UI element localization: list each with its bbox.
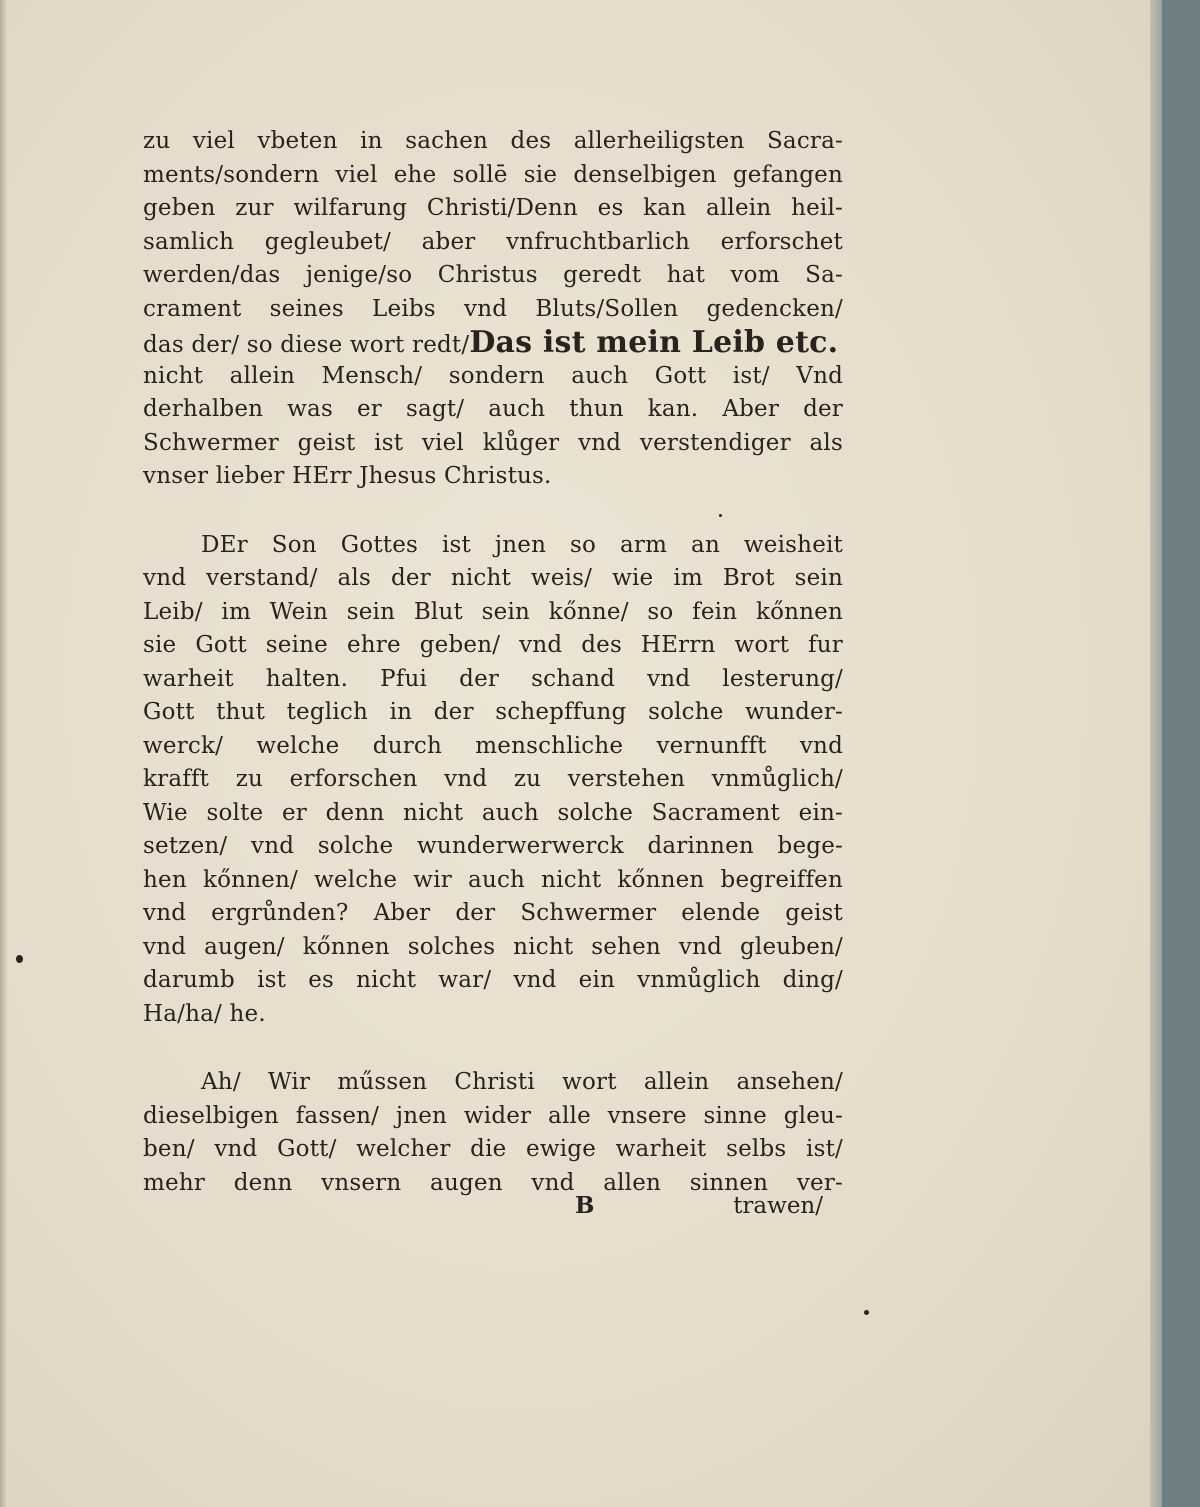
paragraph-3 [143,1066,843,1200]
text-line: das der/ so diese wort redt/ [143,332,470,358]
text-line: derhalben was er sagt/ auch thun kan. Aber der [143,396,843,422]
text-line: geben zur wilfarung Christi/Denn es kan allein heil- [143,195,843,221]
text-line: warheit halten. Pfui der schand vnd lesterung/ [143,665,843,692]
signature-mark: B [575,1192,595,1219]
ink-spot [864,1310,869,1315]
text-line: mehr denn vnsern augen vnd allen sinnen ver- [143,1169,843,1196]
paragraph-gap [143,1031,843,1066]
text-line: darumb ist es nicht war/ vnd ein vnmůglich ding/ [143,967,843,993]
text-line: Ah/ Wir műssen Christi wort allein ansehen/ [201,1069,843,1095]
main-text [143,125,843,1200]
text-line: Gott thut teglich in der schepffung solche wunder- [143,699,843,725]
text-line: vnd augen/ kőnnen solches nicht sehen vnd gleuben/ [143,933,843,960]
text-line: samlich gegleubet/ aber vnfruchtbarlich erforschet [143,228,843,255]
text-line: setzen/ vnd solche wunderwerwerck darinnen bege- [143,833,843,859]
text-line: sie Gott seine ehre geben/ vnd des HErrn wort fur [143,632,843,658]
paragraph-gap [143,494,843,529]
text-line: vnd ergrůnden? Aber der Schwermer elende geist [143,900,843,926]
text-line: Wie solte er denn nicht auch solche Sacrament ein- [143,799,843,826]
text-line-with-emphasis [143,326,843,360]
text-line: vnd verstand/ als der nicht weis/ wie im Brot sein [143,565,843,591]
paragraph-2 [143,529,843,1032]
text-line: DEr Son Gottes ist jnen so arm an weisheit [201,531,843,558]
text-line: Schwermer geist ist viel klůger vnd verstendiger als [143,429,843,456]
text-line: werck/ welche durch menschliche vernunfft vnd [143,732,843,759]
text-line: krafft zu erforschen vnd zu verstehen vnmůglich/ [143,766,843,792]
text-line: Leib/ im Wein sein Blut sein kőnne/ so fein kőnnen [143,598,843,625]
text-line: ments/sondern viel ehe sollē sie denselbigen gefangen [143,161,843,188]
ink-spot [719,514,722,517]
text-line: nicht allein Mensch/ sondern auch Gott ist/ Vnd [143,362,843,389]
text-line: crament seines Leibs vnd Bluts/Sollen gedencken/ [143,295,843,322]
text-line: werden/das jenige/so Christus geredt hat vom Sa- [143,262,843,288]
text-line: dieselbigen fassen/ jnen wider alle vnsere sinne gleu- [143,1102,843,1129]
page-gutter [0,0,8,1507]
text-line: hen kőnnen/ welche wir auch nicht kőnnen begreiffen [143,866,843,893]
text-line: Ha/ha/ he. [143,1000,266,1027]
page-edge [1150,0,1162,1507]
catchword: trawen/ [733,1193,823,1219]
ink-spot [16,955,23,963]
text-line: vnser lieber HErr Jhesus Christus. [143,463,552,489]
emphasized-quote: Das ist mein Leib etc. [469,325,839,360]
text-line: ben/ vnd Gott/ welcher die ewige warheit selbs ist/ [143,1136,843,1162]
page-footer [143,1189,823,1223]
text-line: zu viel vbeten in sachen des allerheiligsten Sacra- [143,128,843,154]
paragraph-1 [143,125,843,494]
